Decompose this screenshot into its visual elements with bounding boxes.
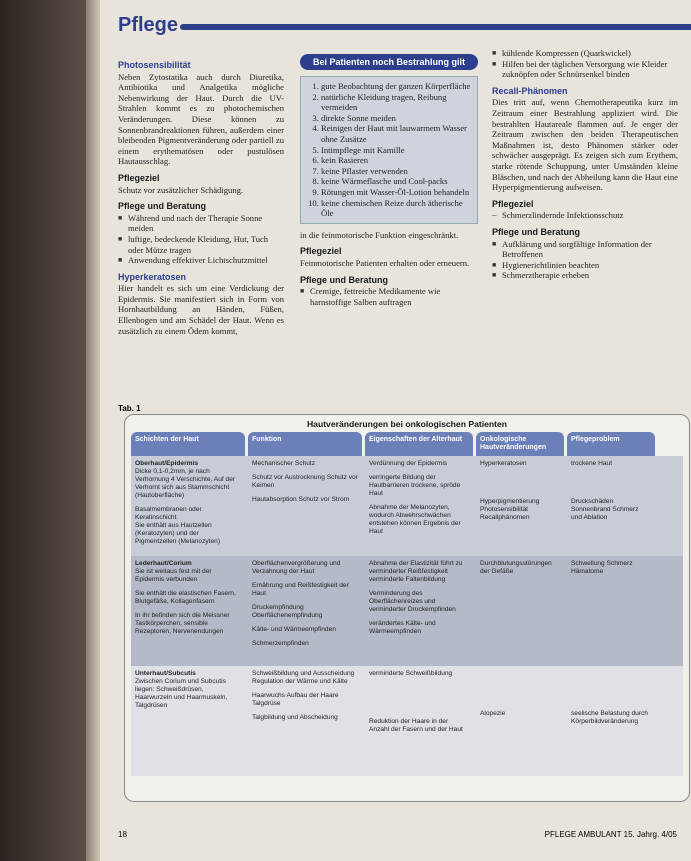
table-cell	[476, 556, 564, 666]
cell-text: Sie enthält aus Hautzellen (Keratozyten) und der Pigmentzellen (Melanozyten)	[135, 522, 221, 545]
journal-footer: PFLEGE AMBULANT 15. Jahrg. 4/05	[544, 830, 677, 839]
cell-heading: Lederhaut/Corium	[135, 560, 192, 567]
cell-text: In ihr befinden sich die Meissner Tastkörperchen, sensible Rezeptoren, Nervenendungen	[135, 612, 230, 635]
list-item: ■ luftige, bedeckende Kleidung, Hut, Tuch oder Mütze tragen	[128, 234, 284, 255]
heading-goal: Pflegeziel	[118, 172, 160, 183]
page-number: 18	[118, 830, 127, 839]
magazine-page	[100, 0, 691, 861]
table-cell	[567, 666, 655, 776]
paragraph: Dies tritt auf, wenn Chemotherapeutika kurz im Zeitraum einer Bestrahlung appliziert wird. Die bestrahlten Hautareale flammen auf. Je enger der Zeitraum zwischen den beiden Therapeutischen Maßnahmen ist, desto Phänomen stärker oder schwächer ausgeprägt. Es zeigen sich zum Erythem, starke rötende Schuppung, unter Umständen kleine Bläschen, und nach der Abheilung kann die Haut eine Hyperpigmentierung aufweisen.	[492, 97, 678, 193]
list-item: ■ Hygienerichtlinien beachten	[502, 260, 678, 271]
care-list	[118, 213, 284, 266]
cell-text: Ernährung und Reißfestigkeit der Haut	[252, 582, 349, 597]
cell-heading: Oberhaut/Epidermis	[135, 460, 199, 467]
list-item: – Schmerzlindernde Infektionsschutz	[502, 210, 678, 221]
heading-care: Pflege und Beratung	[300, 274, 389, 285]
table-cell	[567, 456, 655, 556]
paragraph: Schutz vor zusätzlicher Schädigung.	[118, 184, 244, 195]
column-2	[300, 54, 478, 311]
cell-text: Haarwuchs Aufbau der Haare Talgdrüse	[252, 692, 339, 707]
list-item: ■ kühlende Kompressen (Quarkwickel)	[502, 48, 678, 59]
book-edge	[0, 0, 86, 861]
column-header: Funktion	[248, 432, 362, 456]
care-list	[492, 239, 678, 281]
table-cell	[365, 456, 473, 556]
cell-text: Druckschäden Sonnenbrand Schmerz und Ablation	[571, 498, 639, 521]
list-item: 9. Rötungen mit Wasser-Öl-Lotion behandeln	[321, 187, 471, 198]
list-item: ■ Aufklärung und sorgfältige Information der Betroffenen	[502, 239, 678, 260]
cell-text: Basalmembranen oder Keratinschicht	[135, 506, 202, 521]
table-cell	[248, 666, 362, 776]
table-title: Hautveränderungen bei onkologischen Patienten	[306, 419, 508, 429]
table-label: Tab. 1	[118, 404, 141, 413]
cell-text: Reduktion der Haare in der Anzahl der Fasern und der Haut	[369, 718, 463, 733]
cell-text: verringerte Bildung der Hautbarrieren trockene, spröde Haut	[369, 474, 461, 497]
cell-text: verändertes Kälte- und Wärmeempfinden	[369, 620, 436, 635]
heading-recall: Recall-Phänomen	[492, 85, 568, 96]
list-item: ■ Schmerztherapie erheben	[502, 270, 678, 281]
section-title: Pflege	[118, 14, 179, 36]
table-cell	[131, 556, 245, 666]
list-item: ■ Cremige, fettreiche Medikamente wie harnstoffige Salben auftragen	[310, 286, 478, 307]
list-item: ■ Hilfen bei der täglichen Versorgung wie Kleider zuknöpfen oder Schnürsenkel binden	[502, 59, 678, 80]
page-header	[118, 14, 178, 37]
list-item: 6. kein Rasieren	[321, 155, 471, 166]
list-item: 8. keine Wärmeflasche und Cool-packs	[321, 176, 471, 187]
cell-text: Hautabsorption Schutz vor Strom	[252, 496, 350, 503]
skin-changes-table	[124, 414, 690, 802]
table-cell	[365, 666, 473, 776]
column-header: Pflegeproblem	[567, 432, 655, 456]
list-item: 3. direkte Sonne meiden	[321, 113, 471, 124]
list-item: 5. Intimpflege mit Kamille	[321, 145, 471, 156]
radiation-box	[300, 76, 478, 224]
cell-text: Durchblutungsstörungen der Gefäße	[480, 560, 552, 575]
column-1	[118, 54, 284, 340]
table-cell	[248, 556, 362, 666]
cell-text: Sie enthält die elastischen Fasern, Blutgefäße, Kollagenfasern	[135, 590, 236, 605]
list-item: 4. Reinigen der Haut mit lauwarmem Wasser ohne Zusätze	[321, 123, 471, 144]
heading-hyperkeratosis: Hyperkeratosen	[118, 271, 187, 282]
table-cell	[476, 666, 564, 776]
table-cell	[567, 556, 655, 666]
cell-text: trockene Haut	[571, 460, 613, 467]
table-row	[131, 556, 683, 666]
list-item: ■ Anwendung effektiver Lichtschutzmittel	[128, 255, 284, 266]
column-3	[492, 48, 678, 285]
care-list	[300, 286, 478, 307]
cell-text: Druckempfindung Oberflächenempfindung	[252, 604, 323, 619]
cell-text: Verminderung des Oberflächenreizes und verminderter Druckempfinden	[369, 590, 456, 613]
table-cell	[365, 556, 473, 666]
table-row	[131, 456, 683, 556]
heading-goal: Pflegeziel	[492, 198, 534, 209]
cell-text: Abnahme der Elastizität führt zu verminderter Reißfestigkeit verminderte Faltenbildung	[369, 560, 463, 583]
table-cell	[131, 456, 245, 556]
cell-text: Sie ist weitaus fest mit der Epidermis verbunden	[135, 568, 212, 583]
column-header: Schichten der Haut	[131, 432, 245, 456]
heading-care: Pflege und Beratung	[118, 201, 207, 212]
cell-text: Alopezie	[480, 710, 506, 717]
table-header	[131, 432, 683, 456]
cell-text: Hyperpigmentierung Photosensibilität Recallphänomen	[480, 498, 540, 521]
paragraph: Neben Zytostatika auch durch Diuretika, Antibiotika und Analgetika mögliche Nebenwirkung der Haut. Durch die UV-Strahlen kommt es zu photochemischen Veränderungen. Diese können zu Sonnenbrandreaktionen führen, außerdem einer bleibenden Pigmentveränderung oder partiell zu einem erythematösen oder pustulösen Hautausschlag.	[118, 71, 284, 167]
cell-text: seelische Belastung durch Körperbildveränderung	[571, 710, 648, 725]
list-item: 10. keine chemischen Reize durch ätherische Öle	[321, 198, 471, 219]
cell-text: Kälte- und Wärmeempfinden	[252, 626, 336, 633]
list-item: 7. keine Pflaster verwenden	[321, 166, 471, 177]
cell-text: Schweißbildung und Ausscheidung Regulation der Wärme und Kälte	[252, 670, 355, 685]
list-item: 1. gute Beobachtung der ganzen Körperfläche	[321, 81, 471, 92]
paragraph: in die feinmotorische Funktion eingeschränkt.	[300, 229, 459, 240]
cell-text: Talgbildung und Abscheidung	[252, 714, 338, 721]
cell-text: Hyperkeratosen	[480, 460, 527, 467]
heading-goal: Pflegeziel	[300, 246, 342, 257]
cell-text: Schwellung Schmerz Hämatome	[571, 560, 633, 575]
cell-text: Zwischen Corium und Subcutis liegen: Schweißdrüsen, Haarwurzeln und Haarmuskeln, Talgdrüsen	[135, 678, 228, 709]
paragraph: Hier handelt es sich um eine Verdickung der Epidermis. Sie manifestiert sich in Form von Hornhautbildung an Händen, Füßen, Ellenbogen und am Schädel der Haut. Wenn es zusätzlich zu einem Ödem kommt,	[118, 283, 284, 336]
list-item: 2. natürliche Kleidung tragen, Reibung vermeiden	[321, 92, 471, 113]
cell-text: Verdünnung der Epidermis	[369, 460, 448, 467]
paragraph: Feinmotorische Patienten erhalten oder erneuern.	[300, 257, 470, 268]
cell-text: Abnahme der Melanozyten, wodurch Abwehrschwächen entstehen können Ergebnis der Haut	[369, 504, 461, 535]
info-pill: Bei Patienten noch Bestrahlung gilt	[300, 54, 478, 70]
cell-text: Mechanischer Schutz	[252, 460, 316, 467]
column-header: Eigenschaften der Alterhaut	[365, 432, 473, 456]
column-header: Onkologische Hautveränderungen	[476, 432, 564, 456]
cell-text: verminderte Schweißbildung	[369, 670, 453, 677]
table-cell	[248, 456, 362, 556]
cell-text: Schmerzempfinden	[252, 640, 309, 647]
goal-list	[492, 210, 678, 221]
list-item: ■ Während und nach der Therapie Sonne meiden	[128, 213, 284, 234]
header-rule	[180, 24, 691, 30]
cell-text: Dicke 0,1-0,2mm, je nach Verhornung 4 Verschichte, Auf der Verhornt sich aus Stammschicht (Hautoberfläche)	[135, 468, 236, 499]
heading-care: Pflege und Beratung	[492, 226, 581, 237]
table-cell	[131, 666, 245, 776]
cell-heading: Unterhaut/Subcutis	[135, 670, 196, 677]
table-row	[131, 666, 683, 776]
care-list	[492, 48, 678, 80]
heading-photosensitivity: Photosensibilität	[118, 60, 191, 70]
cell-text: Schutz vor Austrocknung Schutz vor Keimen	[252, 474, 358, 489]
cell-text: Oberflächenvergrößerung und Verzahnung der Haut	[252, 560, 341, 575]
table-cell	[476, 456, 564, 556]
